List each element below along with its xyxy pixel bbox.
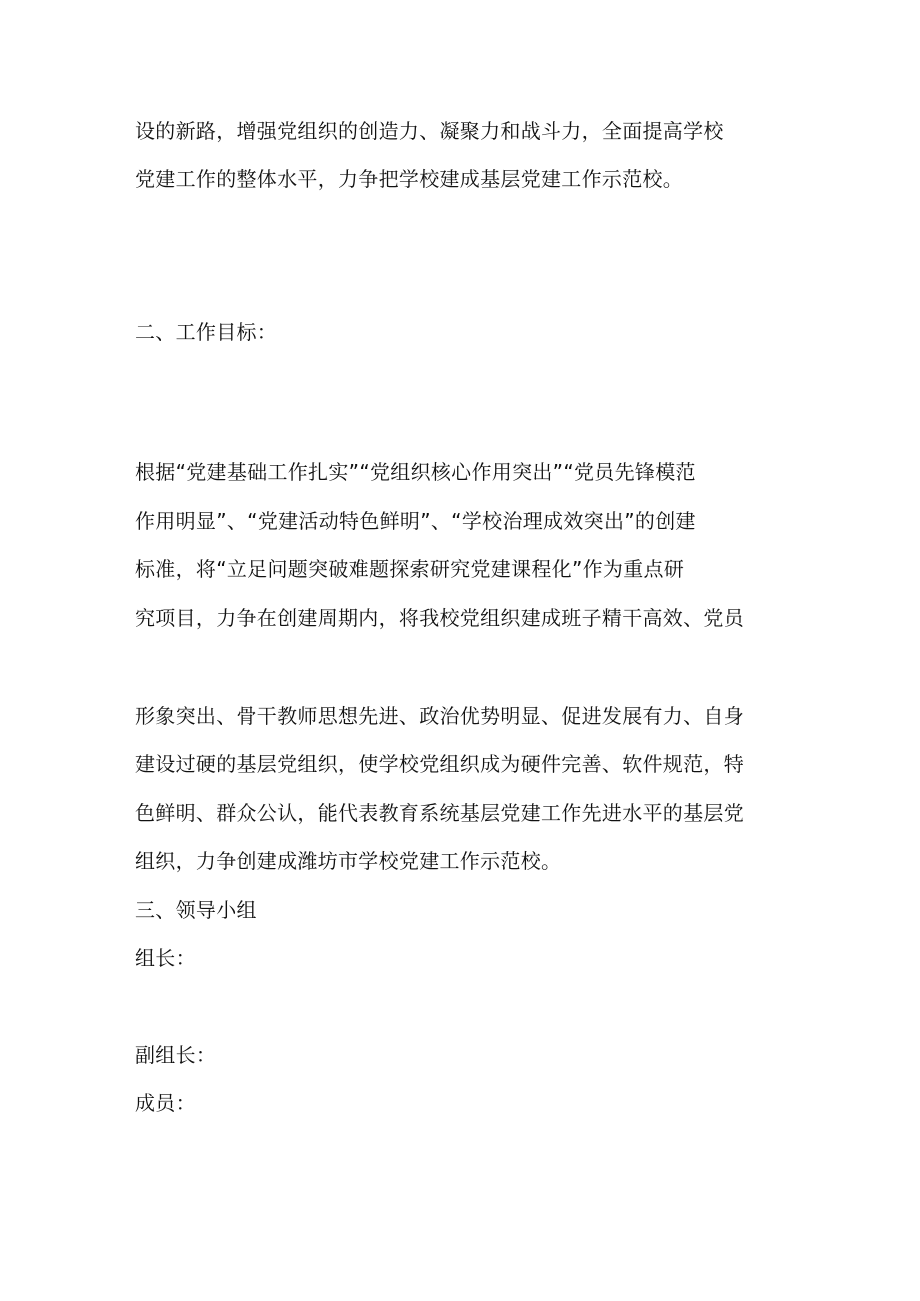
section-2-heading: 二、工作目标： (135, 320, 278, 344)
goal-paragraph-line-2: 作用明显”、“党建活动特色鲜明”、“学校治理成效突出”的创建 (135, 509, 696, 533)
deputy-leader-label: 副组长： (135, 1043, 217, 1067)
intro-line-1: 设的新路，增强党组织的创造力、凝聚力和战斗力，全面提高学校 (135, 119, 724, 143)
leader-label: 组长： (135, 946, 196, 970)
goal-paragraph-line-4: 究项目，力争在创建周期内，将我校党组织建成班子精干高效、党员 (135, 606, 744, 630)
goal-paragraph-line-3: 标准，将“立足问题突破难题探索研究党建课程化”作为重点研 (135, 557, 685, 581)
goal-continuation-line-1: 形象突出、骨干教师思想先进、政治优势明显、促进发展有力、自身 (135, 704, 744, 728)
members-label: 成员： (135, 1091, 196, 1115)
section-3-heading: 三、领导小组 (135, 898, 257, 922)
goal-continuation-line-3: 色鲜明、群众公认，能代表教育系统基层党建工作先进水平的基层党 (135, 801, 744, 825)
goal-continuation-line-4: 组织，力争创建成潍坊市学校党建工作示范校。 (135, 849, 562, 873)
goal-continuation-line-2: 建设过硬的基层党组织，使学校党组织成为硬件完善、软件规范，特 (135, 752, 744, 776)
goal-paragraph-line-1: 根据“党建基础工作扎实”“党组织核心作用突出”“党员先锋模范 (135, 460, 696, 484)
intro-line-2: 党建工作的整体水平，力争把学校建成基层党建工作示范校。 (135, 167, 684, 191)
